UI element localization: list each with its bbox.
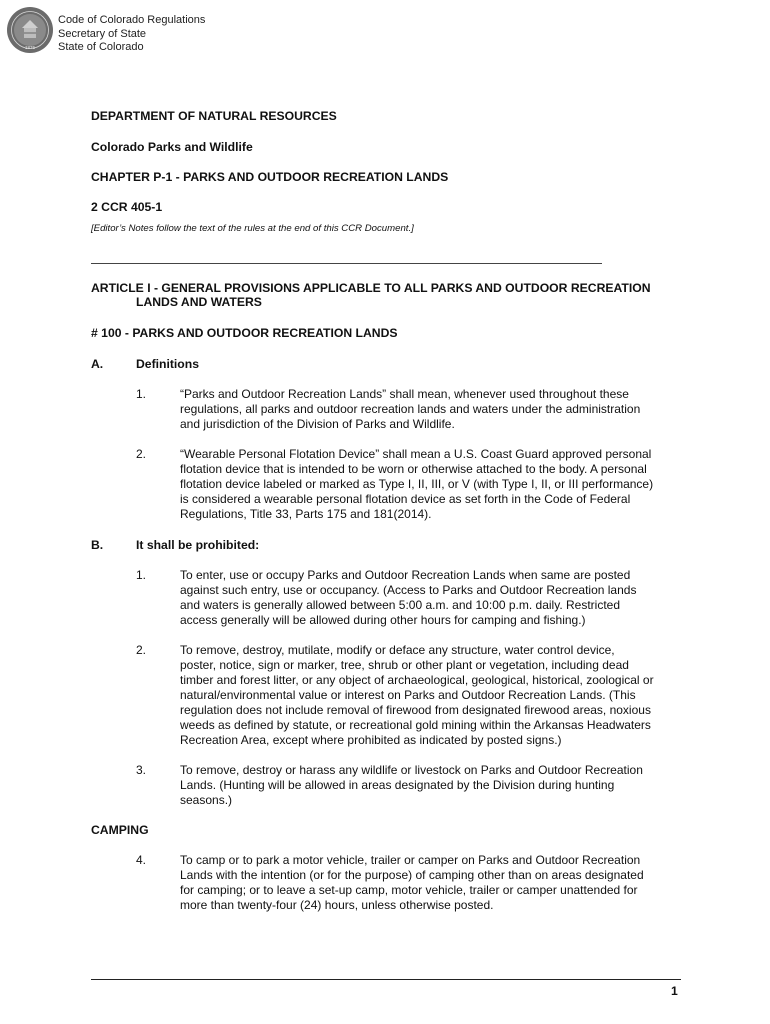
item-number: 2. <box>136 643 147 657</box>
separator-rule <box>91 263 602 264</box>
text-line: timber and forest litter, or any object of archaeological, geological, historical, zoological or <box>180 673 654 687</box>
text-line: Recreation Area, except where prohibited as indicated by posted signs.) <box>180 733 562 747</box>
text-line: and jurisdiction of the Division of Parks and Wildlife. <box>180 417 455 431</box>
item-number: 4. <box>136 853 147 867</box>
header-line: Code of Colorado Regulations <box>58 14 206 26</box>
text-line: Lands. (Hunting will be allowed in areas designated by the Division during hunting <box>180 778 615 792</box>
article-heading-line: ARTICLE I - GENERAL PROVISIONS APPLICABLE TO ALL PARKS AND OUTDOOR RECREATION <box>91 281 651 295</box>
text-line: is considered a wearable personal flotation device as set forth in the Code of Federal <box>180 492 631 506</box>
editors-note: [Editor’s Notes follow the text of the rules at the end of this CCR Document.] <box>91 223 414 234</box>
text-line: flotation device labeled or marked as Type I, II, III, or V (with Type I, II, or III performance) <box>180 477 654 491</box>
text-line: Lands with the intention (or for the purpose) of camping other than on areas designated <box>180 868 644 882</box>
text-line: more than twenty-four (24) hours, unless otherwise posted. <box>180 898 494 912</box>
text-line: Regulations, Title 33, Parts 175 and 181(2014). <box>180 507 432 521</box>
item-number: 3. <box>136 763 147 777</box>
text-line: weeds as defined by statute, or recreational gold mining within the Arkansas Headwaters <box>180 718 651 732</box>
text-line: natural/environmental value or interest on Parks and Outdoor Recreation Lands. (This <box>180 688 636 702</box>
prohibition-item <box>180 643 654 748</box>
svg-text:1876: 1876 <box>24 45 36 50</box>
section-title: It shall be prohibited: <box>136 538 260 552</box>
definition-item <box>180 447 653 522</box>
text-line: seasons.) <box>180 793 233 807</box>
document-header <box>58 14 205 55</box>
item-number: 2. <box>136 447 147 461</box>
header-line: State of Colorado <box>58 41 144 53</box>
prohibition-item <box>180 568 636 628</box>
division-heading: Colorado Parks and Wildlife <box>91 140 253 154</box>
definition-item <box>180 387 640 432</box>
text-line: against such entry, use or occupancy. (Access to Parks and Outdoor Recreation lands <box>180 583 637 597</box>
camping-heading: CAMPING <box>91 823 149 837</box>
text-line: access generally will be allowed during other hours for camping and fishing.) <box>180 613 586 627</box>
header-line: Secretary of State <box>58 27 147 40</box>
text-line: for camping; or to leave a set-up camp, motor vehicle, trailer or camper unattended for <box>180 883 638 897</box>
article-heading <box>91 281 651 309</box>
text-line: and waters is generally allowed between 5:00 a.m. and 10:00 p.m. daily. Restricted <box>180 598 621 612</box>
text-line: poster, notice, sign or marker, tree, shrub or other plant or vegetation, including dead <box>180 658 629 672</box>
text-line: “Parks and Outdoor Recreation Lands” shall mean, whenever used throughout these <box>180 387 629 401</box>
text-line: regulations, all parks and outdoor recreation lands and waters under the administration <box>180 402 641 416</box>
text-line: To enter, use or occupy Parks and Outdoor Recreation Lands when same are posted <box>180 568 631 582</box>
footer-rule <box>91 979 681 980</box>
section-title: Definitions <box>136 357 199 371</box>
section-letter: A. <box>91 357 104 371</box>
ccr-number: 2 CCR 405-1 <box>91 200 163 214</box>
text-line: “Wearable Personal Flotation Device” shall mean a U.S. Coast Guard approved personal <box>180 447 652 461</box>
prohibition-item <box>180 853 644 913</box>
text-line: To remove, destroy, mutilate, modify or deface any structure, water control device, <box>180 643 615 657</box>
article-heading-line: LANDS AND WATERS <box>136 295 262 309</box>
colorado-state-seal <box>6 6 54 54</box>
text-line: regulation does not include removal of firewood from designated firewood areas, noxious <box>180 703 651 717</box>
section-heading: # 100 - PARKS AND OUTDOOR RECREATION LANDS <box>91 326 398 340</box>
text-line: To remove, destroy or harass any wildlife or livestock on Parks and Outdoor Recreation <box>180 763 643 777</box>
text-line: flotation device that is intended to be worn or otherwise attached to the body. A personal <box>180 462 647 476</box>
prohibition-item <box>180 763 643 808</box>
department-heading: DEPARTMENT OF NATURAL RESOURCES <box>91 109 337 123</box>
item-number: 1. <box>136 568 147 582</box>
text-line: To camp or to park a motor vehicle, trailer or camper on Parks and Outdoor Recreation <box>180 853 641 867</box>
section-letter: B. <box>91 538 104 552</box>
chapter-heading: CHAPTER P-1 - PARKS AND OUTDOOR RECREATION LANDS <box>91 170 449 184</box>
item-number: 1. <box>136 387 147 401</box>
page-number: 1 <box>671 984 678 998</box>
